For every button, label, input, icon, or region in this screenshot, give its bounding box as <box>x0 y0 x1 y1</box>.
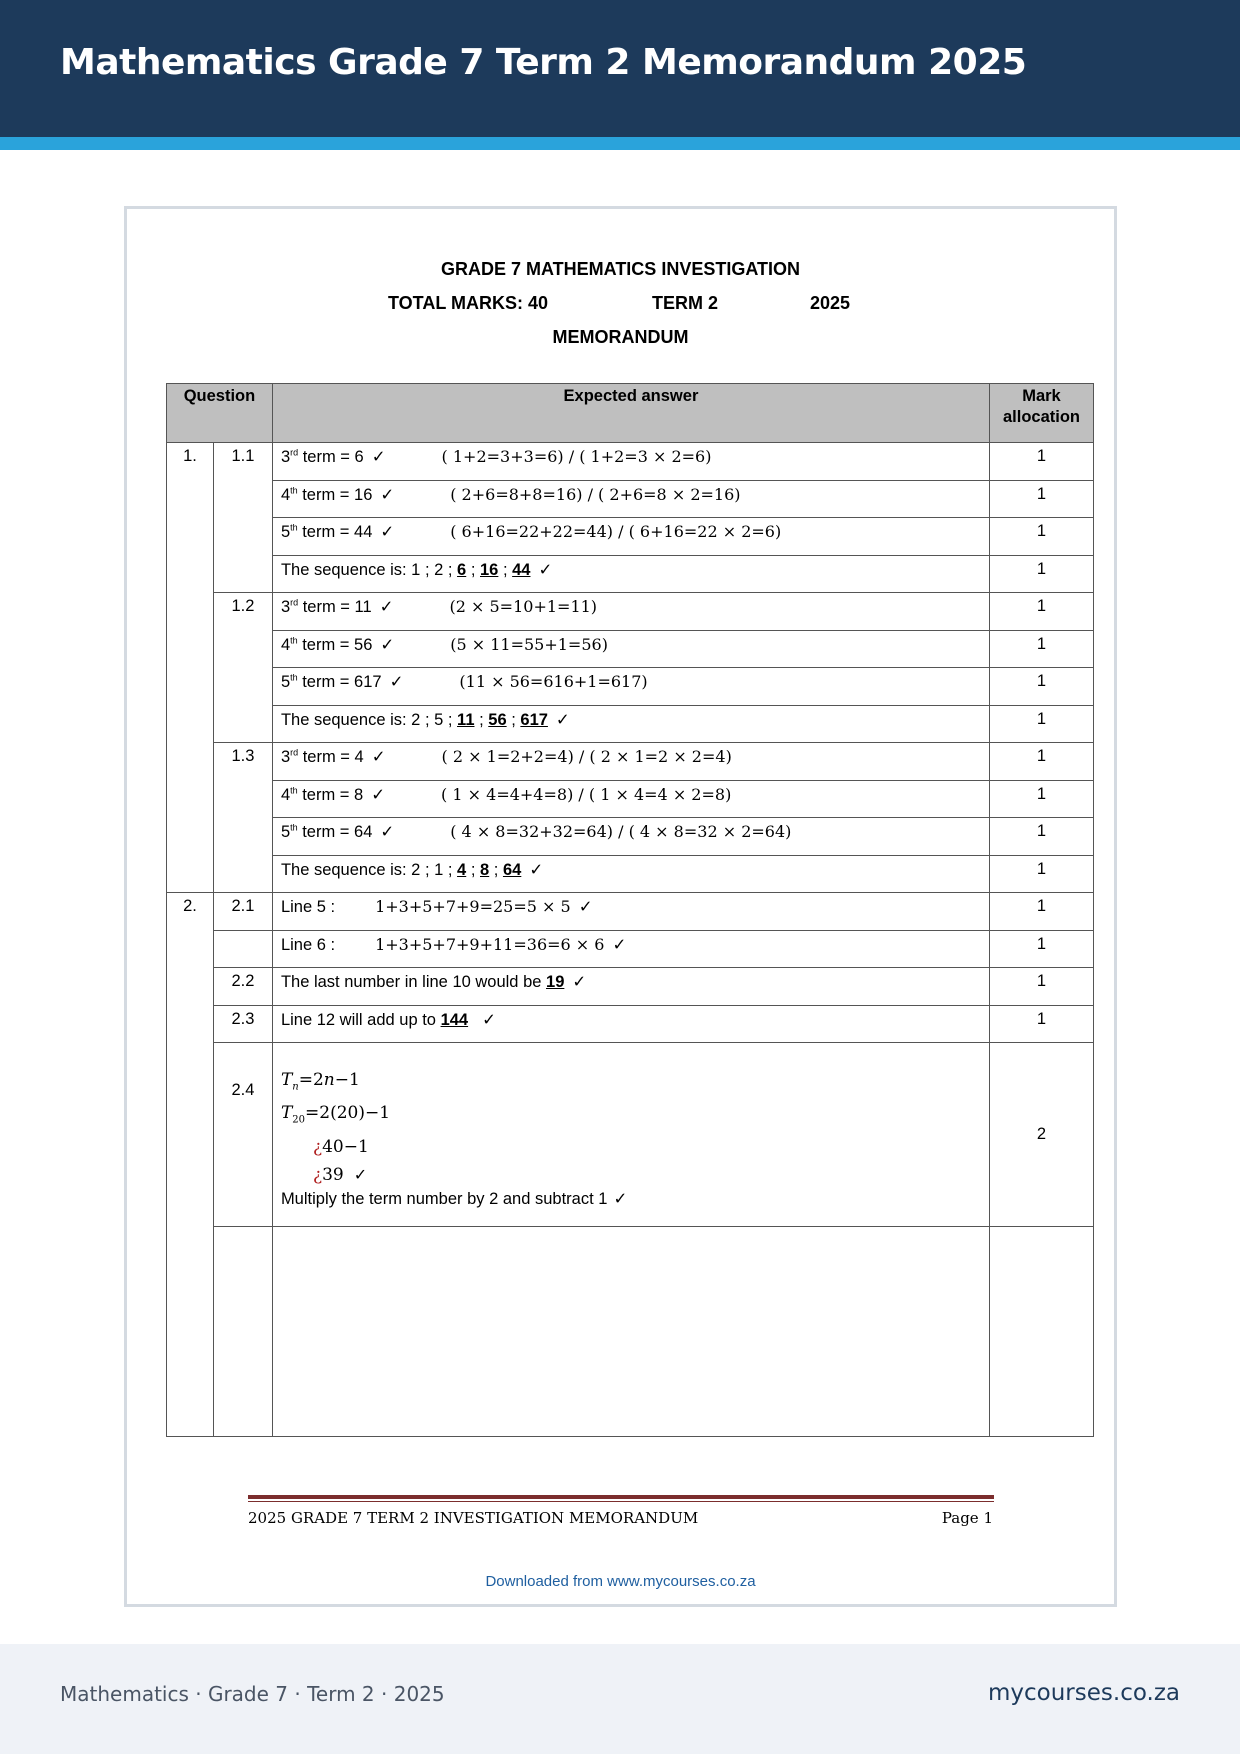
year-label: 2025 <box>810 293 851 313</box>
answer-cell: 3rd term = 4 ✓ ( 2 × 1=2+2=4) / ( 2 × 1=2 × 2=4) <box>272 743 989 781</box>
table-row <box>167 480 1094 518</box>
formula-line: ¿40−1 <box>312 1136 369 1157</box>
table-row <box>167 1005 1094 1043</box>
answer-cell <box>272 1043 989 1227</box>
formula-line: $T_{20}=2(20)-1$ <box>280 1103 391 1126</box>
sub-question-number: 2.4 <box>213 1043 272 1227</box>
check-icon: ✓ <box>380 635 395 654</box>
mark-cell: 1 <box>989 630 1093 668</box>
answer-cell: 4th term = 16 ✓ ( 2+6=8+8=16) / ( 2+6=8 × 2=16) <box>272 480 989 518</box>
check-icon: ✓ <box>578 898 593 916</box>
check-icon: ✓ <box>379 598 394 616</box>
check-icon: ✓ <box>380 523 395 541</box>
mark-cell: 1 <box>989 855 1093 893</box>
answer-cell: The sequence is: 2 ; 1 ; 4 ; 8 ; 64 ✓ <box>272 855 989 893</box>
table-row <box>167 968 1094 1006</box>
check-icon: ✓ <box>371 448 386 466</box>
footer-rule-thin <box>248 1501 994 1502</box>
formula-line: ¿39 ✓ <box>312 1164 368 1185</box>
check-icon: ✓ <box>572 973 587 991</box>
document-heading: GRADE 7 MATHEMATICS INVESTIGATION <box>440 259 800 279</box>
formula-line: $T_n=2n-1$ <box>280 1070 360 1093</box>
answer-cell: 4th term = 8 ✓ ( 1 × 4=4+4=8) / ( 1 × 4=4 × 2=8) <box>272 780 989 818</box>
table-row <box>167 930 1094 968</box>
sub-question-number: 1.1 <box>213 443 272 593</box>
question-number: 1. <box>167 443 214 893</box>
download-link[interactable]: Downloaded from www.mycourses.co.za <box>485 1573 756 1590</box>
check-icon: ✓ <box>389 673 404 691</box>
term-label: TERM 2 <box>652 293 719 313</box>
question-number: 2. <box>167 893 214 1437</box>
answer-cell: Line 12 will add up to 144 ✓ <box>272 1005 989 1043</box>
answer-cell: 5th term = 44 ✓ ( 6+16=22+22=44) / ( 6+16=22 × 2=6) <box>272 518 989 556</box>
mark-cell: 1 <box>989 555 1093 593</box>
check-icon: ✓ <box>529 860 544 879</box>
rule-text: Multiply the term number by 2 and subtract 1 ✓ <box>280 1189 628 1208</box>
empty-cell <box>272 1227 989 1437</box>
header-marks: Mark allocation <box>989 384 1093 443</box>
check-icon: ✓ <box>538 560 553 579</box>
table-row <box>167 893 1094 931</box>
answer-cell: The sequence is: 1 ; 2 ; 6 ; 16 ; 44 ✓ <box>272 555 989 593</box>
check-icon: ✓ <box>371 785 386 804</box>
footer-rule <box>248 1495 994 1499</box>
check-icon: ✓ <box>612 935 627 954</box>
check-icon: ✓ <box>353 1164 368 1184</box>
sub-question-number: 2.1 <box>213 893 272 931</box>
check-icon: ✓ <box>380 823 395 841</box>
table-row <box>167 443 1094 481</box>
table-row <box>167 668 1094 706</box>
page-title: Mathematics Grade 7 Term 2 Memorandum 2025 <box>60 42 1027 83</box>
mark-cell: 1 <box>989 518 1093 556</box>
sub-question-number <box>213 930 272 968</box>
answer-cell: 3rd term = 11 ✓ (2 × 5=10+1=11) <box>272 593 989 631</box>
answer-cell: 4th term = 56 ✓ (5 × 11=55+1=56) <box>272 630 989 668</box>
answer-cell: 5th term = 617 ✓ (11 × 56=616+1=617) <box>272 668 989 706</box>
mark-cell: 1 <box>989 593 1093 631</box>
mark-cell: 1 <box>989 480 1093 518</box>
breadcrumb: Mathematics · Grade 7 · Term 2 · 2025 <box>60 1682 445 1706</box>
answer-cell: Line 5 : 1+3+5+7+9=25=5 × 5 ✓ <box>272 893 989 931</box>
mark-cell: 2 <box>989 1043 1093 1227</box>
header-answer: Expected answer <box>272 384 989 443</box>
sub-question-number: 1.2 <box>213 593 272 743</box>
table-row <box>167 1227 1094 1437</box>
check-icon: ✓ <box>380 485 395 504</box>
document-page <box>124 206 1117 1607</box>
total-marks: TOTAL MARKS: 40 <box>388 293 549 313</box>
sub-question-number: 1.3 <box>213 743 272 893</box>
table-row <box>167 705 1094 743</box>
site-link[interactable]: mycourses.co.za <box>988 1680 1180 1706</box>
mark-cell: 1 <box>989 968 1093 1006</box>
table-row <box>167 818 1094 856</box>
mark-cell: 1 <box>989 443 1093 481</box>
table-row <box>167 630 1094 668</box>
mark-cell: 1 <box>989 780 1093 818</box>
empty-cell <box>213 1227 272 1437</box>
header-question: Question <box>167 384 273 443</box>
check-icon: ✓ <box>555 710 570 729</box>
mark-cell: 1 <box>989 705 1093 743</box>
answer-cell: 3rd term = 6 ✓ ( 1+2=3+3=6) / ( 1+2=3 × 2=6) <box>272 443 989 481</box>
empty-cell <box>989 1227 1093 1437</box>
table-row <box>167 743 1094 781</box>
document-subheading: MEMORANDUM <box>552 327 689 347</box>
mark-cell: 1 <box>989 893 1093 931</box>
bottom-bar <box>0 1644 1240 1754</box>
mark-cell: 1 <box>989 818 1093 856</box>
top-banner <box>0 0 1240 150</box>
answer-cell: The sequence is: 2 ; 5 ; 11 ; 56 ; 617 ✓ <box>272 705 989 743</box>
sub-question-number: 2.2 <box>213 968 272 1006</box>
table-row <box>167 555 1094 593</box>
check-icon: ✓ <box>371 748 386 766</box>
mark-cell: 1 <box>989 743 1093 781</box>
check-icon: ✓ <box>482 1010 496 1029</box>
table-row <box>167 780 1094 818</box>
table-row <box>167 593 1094 631</box>
answer-cell: The last number in line 10 would be 19 ✓ <box>272 968 989 1006</box>
answer-cell: 5th term = 64 ✓ ( 4 × 8=32+32=64) / ( 4 × 8=32 × 2=64) <box>272 818 989 856</box>
memo-table <box>166 383 1094 1437</box>
table-header-row <box>167 384 1094 443</box>
table-row <box>167 1043 1094 1227</box>
page-number: Page 1 <box>941 1509 993 1527</box>
answer-cell: Line 6 : 1+3+5+7+9+11=36=6 × 6 ✓ <box>272 930 989 968</box>
table-row <box>167 518 1094 556</box>
mark-cell: 1 <box>989 668 1093 706</box>
table-row <box>167 855 1094 893</box>
banner-stripe <box>0 137 1240 150</box>
sub-question-number: 2.3 <box>213 1005 272 1043</box>
mark-cell: 1 <box>989 1005 1093 1043</box>
mark-cell: 1 <box>989 930 1093 968</box>
check-icon: ✓ <box>613 1189 628 1208</box>
footer-title: 2025 GRADE 7 TERM 2 INVESTIGATION MEMORANDUM <box>248 1509 699 1527</box>
